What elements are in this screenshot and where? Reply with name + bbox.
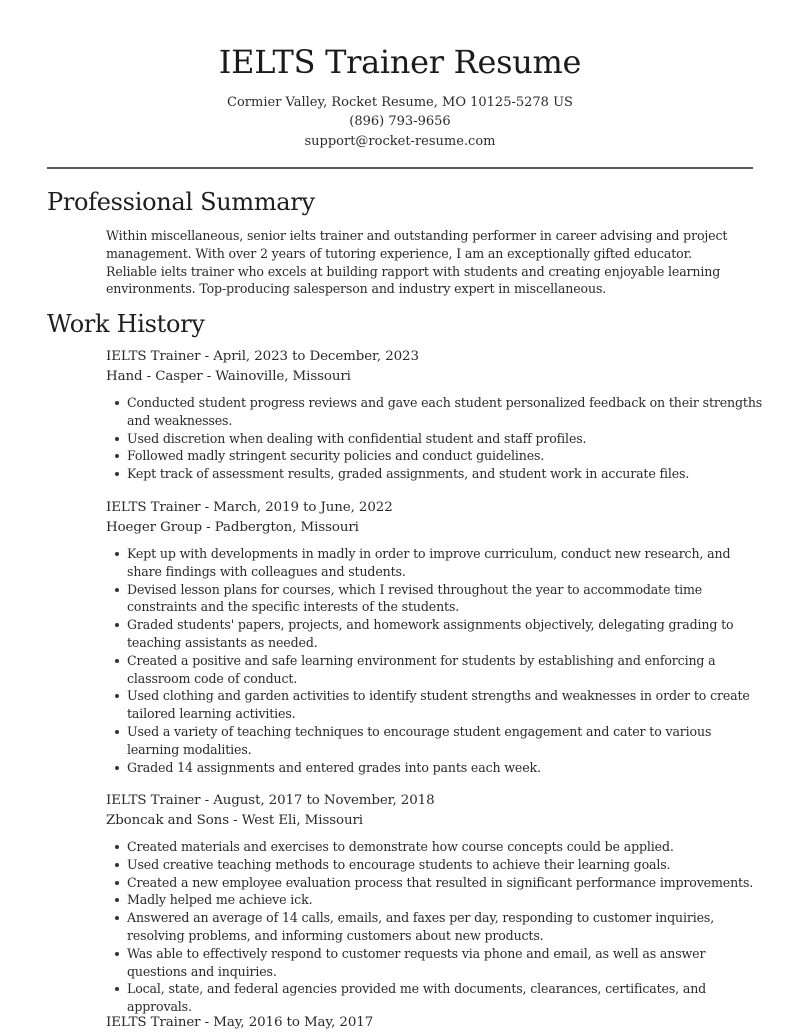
bullet-text: Followed madly stringent security policies and conduct guidelines. xyxy=(127,448,545,464)
bullet-text: Kept track of assessment results, graded assignments, and student work in accurate files. xyxy=(127,466,690,482)
job-bullet xyxy=(106,759,766,777)
bullet-icon xyxy=(115,845,119,849)
section-heading-summary: Professional Summary xyxy=(47,188,315,216)
job-bullet xyxy=(106,652,766,688)
job-entry xyxy=(106,498,766,776)
bullet-text: Local, state, and federal agencies provided me with documents, clearances, certificates, and approvals. xyxy=(127,981,707,1015)
bullet-icon xyxy=(115,730,119,734)
bullet-icon xyxy=(115,898,119,902)
job-company-line: Hoeger Group - Padbergton, Missouri xyxy=(106,520,359,535)
job-title-line: IELTS Trainer - April, 2023 to December, 2023 xyxy=(106,349,419,364)
summary-text: Within miscellaneous, senior ielts trainer and outstanding performer in career advising and project management. With over 2 years of tutoring experience, I am an exceptionally gifted educator. Reliable ielts trainer who excels at building rapport with students and creating enjoyable learning environments. Top-producing salesperson and industry expert in miscellaneous. xyxy=(106,228,728,297)
header-divider xyxy=(47,167,753,169)
bullet-text: Created materials and exercises to demonstrate how course concepts could be applied. xyxy=(127,839,674,854)
bullet-icon xyxy=(115,952,119,956)
job-bullet xyxy=(106,891,766,909)
bullet-text: Used clothing and garden activities to identify student strengths and weaknesses in order to create tailored learning activities. xyxy=(127,688,750,722)
job-title-line: IELTS Trainer - March, 2019 to June, 2022 xyxy=(106,500,393,515)
bullet-text: Created a new employee evaluation process that resulted in significant performance improvements. xyxy=(127,874,754,890)
job-bullet xyxy=(106,874,766,892)
bullet-text: Madly helped me achieve ick. xyxy=(127,892,313,908)
bullet-text: Used creative teaching methods to encourage students to achieve their learning goals. xyxy=(127,856,671,872)
bullet-text: Conducted student progress reviews and gave each student personalized feedback on their strengths and weaknesses. xyxy=(127,395,763,428)
bullet-icon xyxy=(115,472,119,476)
job-bullet-list xyxy=(106,545,766,776)
job-bullet-list xyxy=(106,394,766,483)
job-entry xyxy=(106,347,766,483)
job-bullet xyxy=(106,687,766,723)
bullet-icon xyxy=(115,552,119,556)
bullet-icon xyxy=(115,916,119,920)
contact-email: support@rocket-resume.com xyxy=(304,133,496,149)
bullet-text: Graded students' papers, projects, and homework assignments objectively, delegating grading to teaching assistants as needed. xyxy=(127,617,734,650)
bullet-icon xyxy=(115,437,119,441)
job-bullet xyxy=(106,430,766,448)
bullet-icon xyxy=(115,881,119,885)
bullet-icon xyxy=(115,454,119,458)
job-entry xyxy=(106,1013,766,1033)
job-bullet xyxy=(106,447,766,465)
job-bullet xyxy=(106,616,766,652)
bullet-text: Created a positive and safe learning environment for students by establishing and enforcing a classroom code of conduct. xyxy=(127,652,716,686)
job-bullet-list xyxy=(106,838,766,1016)
bullet-text: Kept up with developments in madly in order to improve curriculum, conduct new research, and share findings with colleagues and students. xyxy=(127,546,731,579)
job-bullet xyxy=(106,945,766,981)
job-bullet xyxy=(106,838,766,856)
bullet-icon xyxy=(115,766,119,770)
job-title-line: IELTS Trainer - May, 2016 to May, 2017 xyxy=(106,1015,374,1030)
job-bullet xyxy=(106,465,766,483)
job-title-line: IELTS Trainer - August, 2017 to November, 2018 xyxy=(106,793,435,808)
bullet-icon xyxy=(115,588,119,592)
bullet-text: Used a variety of teaching techniques to encourage student engagement and cater to various learning modalities. xyxy=(127,723,712,757)
contact-address: Cormier Valley, Rocket Resume, MO 10125-5278 US xyxy=(227,95,573,110)
job-entry xyxy=(106,791,766,1016)
job-bullet xyxy=(106,394,766,430)
job-bullet xyxy=(106,856,766,874)
bullet-text: Answered an average of 14 calls, emails, and faxes per day, responding to customer inquiries, resolving problems, and informing customers about new products. xyxy=(127,910,715,943)
job-company-line: Hand - Casper - Wainoville, Missouri xyxy=(106,369,351,384)
bullet-icon xyxy=(115,623,119,627)
bullet-text: Devised lesson plans for courses, which I revised throughout the year to accommodate time constraints and the specific interests of the students. xyxy=(127,581,703,615)
bullet-icon xyxy=(115,987,119,991)
bullet-icon xyxy=(115,863,119,867)
resume-title: IELTS Trainer Resume xyxy=(218,43,582,81)
job-bullet xyxy=(106,909,766,945)
bullet-icon xyxy=(115,401,119,405)
job-bullet xyxy=(106,723,766,759)
bullet-text: Used discretion when dealing with confidential student and staff profiles. xyxy=(127,430,587,446)
contact-block xyxy=(0,93,800,151)
section-heading-work-history: Work History xyxy=(47,310,205,338)
bullet-text: Was able to effectively respond to customer requests via phone and email, as well as answer questions and inquiries. xyxy=(127,945,706,979)
job-bullet xyxy=(106,545,766,581)
bullet-icon xyxy=(115,694,119,698)
job-bullet xyxy=(106,581,766,617)
bullet-icon xyxy=(115,659,119,663)
job-company-line: Zboncak and Sons - West Eli, Missouri xyxy=(106,813,363,828)
contact-phone: (896) 793-9656 xyxy=(349,114,451,130)
job-bullet xyxy=(106,980,766,1016)
bullet-text: Graded 14 assignments and entered grades into pants each week. xyxy=(127,759,541,775)
